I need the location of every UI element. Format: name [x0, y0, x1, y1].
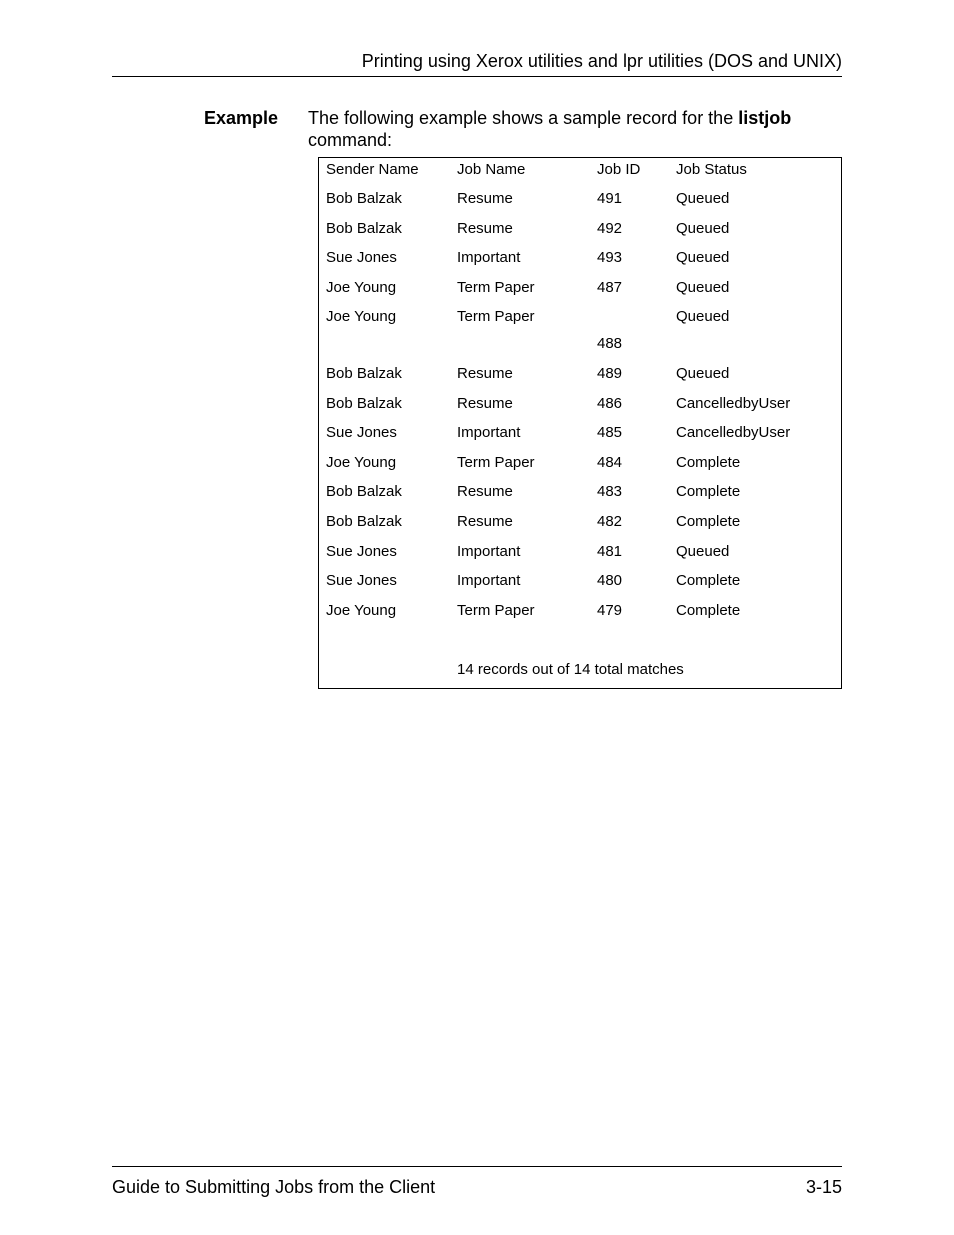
- cell-job-status: Queued: [676, 249, 730, 266]
- table-row: [319, 307, 841, 327]
- cell-job-status: Queued: [676, 279, 730, 296]
- cell-job-status: Complete: [676, 572, 741, 589]
- cell-job-id: 479: [597, 602, 623, 619]
- cell-job-id: 489: [597, 365, 623, 382]
- table-row: [319, 423, 841, 443]
- cell-job-name: Resume: [457, 220, 513, 237]
- table-row: [319, 364, 841, 384]
- cell-job-id: 493: [597, 249, 623, 266]
- cell-job-id: 483: [597, 483, 623, 500]
- cell-job-name: Important: [457, 249, 521, 266]
- record-count-summary: 14 records out of 14 total matches: [457, 661, 684, 678]
- cell-job-status: Complete: [676, 602, 741, 619]
- table-row: [319, 601, 841, 621]
- footer-title: Guide to Submitting Jobs from the Client: [112, 1177, 436, 1197]
- cell-sender-name: Joe Young: [326, 454, 397, 471]
- cell-job-status: Queued: [676, 190, 730, 207]
- example-label: Example: [204, 108, 279, 128]
- cell-sender-name: Bob Balzak: [326, 395, 402, 412]
- cell-job-name: Resume: [457, 513, 513, 530]
- column-header-job-name: Job Name: [457, 161, 526, 178]
- intro-text: The following example shows a sample record for the: [308, 108, 739, 128]
- table-row: [319, 248, 841, 268]
- listjob-record-table: [318, 157, 842, 689]
- table-row: [319, 189, 841, 209]
- column-header-job-status: Job Status: [676, 161, 747, 178]
- cell-job-name: Term Paper: [457, 602, 535, 619]
- column-header-job-id: Job ID: [597, 161, 641, 178]
- table-header-row: [319, 160, 841, 180]
- cell-job-status: Complete: [676, 513, 741, 530]
- cell-sender-name: Sue Jones: [326, 424, 397, 441]
- table-row: [319, 453, 841, 473]
- cell-job-id: 480: [597, 572, 623, 589]
- cell-job-id: 485: [597, 424, 623, 441]
- cell-job-name: Term Paper: [457, 279, 535, 296]
- cell-job-status: Complete: [676, 454, 741, 471]
- cell-sender-name: Joe Young: [326, 308, 397, 325]
- cell-job-name: Important: [457, 543, 521, 560]
- page-number: 3-15: [805, 1177, 842, 1197]
- running-header: Printing using Xerox utilities and lpr utilities (DOS and UNIX): [361, 51, 842, 71]
- cell-job-status: Queued: [676, 308, 730, 325]
- table-row: [319, 512, 841, 532]
- cell-job-name: Important: [457, 572, 521, 589]
- cell-job-name: Resume: [457, 395, 513, 412]
- cell-sender-name: Bob Balzak: [326, 513, 402, 530]
- cell-job-id: 488: [597, 335, 623, 352]
- cell-job-name: Important: [457, 424, 521, 441]
- table-row: [319, 334, 841, 354]
- table-row: [319, 542, 841, 562]
- table-row: [319, 394, 841, 414]
- cell-job-status: CancelledbyUser: [676, 424, 791, 441]
- cell-sender-name: Bob Balzak: [326, 190, 402, 207]
- cell-sender-name: Sue Jones: [326, 543, 397, 560]
- cell-job-id: 481: [597, 543, 623, 560]
- command-name: listjob: [738, 108, 792, 128]
- cell-job-status: Queued: [676, 220, 730, 237]
- cell-job-name: Term Paper: [457, 454, 535, 471]
- column-header-sender: Sender Name: [326, 161, 419, 178]
- header-rule: [112, 76, 842, 77]
- footer-rule: [112, 1166, 842, 1167]
- example-intro: [308, 107, 842, 151]
- cell-sender-name: Bob Balzak: [326, 365, 402, 382]
- cell-job-status: Queued: [676, 543, 730, 560]
- cell-job-id: 486: [597, 395, 623, 412]
- table-row: [319, 219, 841, 239]
- cell-job-name: Resume: [457, 365, 513, 382]
- cell-job-id: 487: [597, 279, 623, 296]
- cell-sender-name: Joe Young: [326, 602, 397, 619]
- cell-sender-name: Bob Balzak: [326, 220, 402, 237]
- cell-job-id: 492: [597, 220, 623, 237]
- intro-text-end: command:: [308, 130, 393, 150]
- cell-job-status: Queued: [676, 365, 730, 382]
- cell-job-name: Term Paper: [457, 308, 535, 325]
- table-row: [319, 278, 841, 298]
- cell-job-id: 484: [597, 454, 623, 471]
- cell-job-id: 491: [597, 190, 623, 207]
- table-row: [319, 571, 841, 591]
- cell-job-id: 482: [597, 513, 623, 530]
- cell-sender-name: Sue Jones: [326, 572, 397, 589]
- table-row: [319, 482, 841, 502]
- cell-sender-name: Sue Jones: [326, 249, 397, 266]
- cell-sender-name: Joe Young: [326, 279, 397, 296]
- cell-sender-name: Bob Balzak: [326, 483, 402, 500]
- cell-job-status: Complete: [676, 483, 741, 500]
- cell-job-status: CancelledbyUser: [676, 395, 791, 412]
- cell-job-name: Resume: [457, 483, 513, 500]
- cell-job-name: Resume: [457, 190, 513, 207]
